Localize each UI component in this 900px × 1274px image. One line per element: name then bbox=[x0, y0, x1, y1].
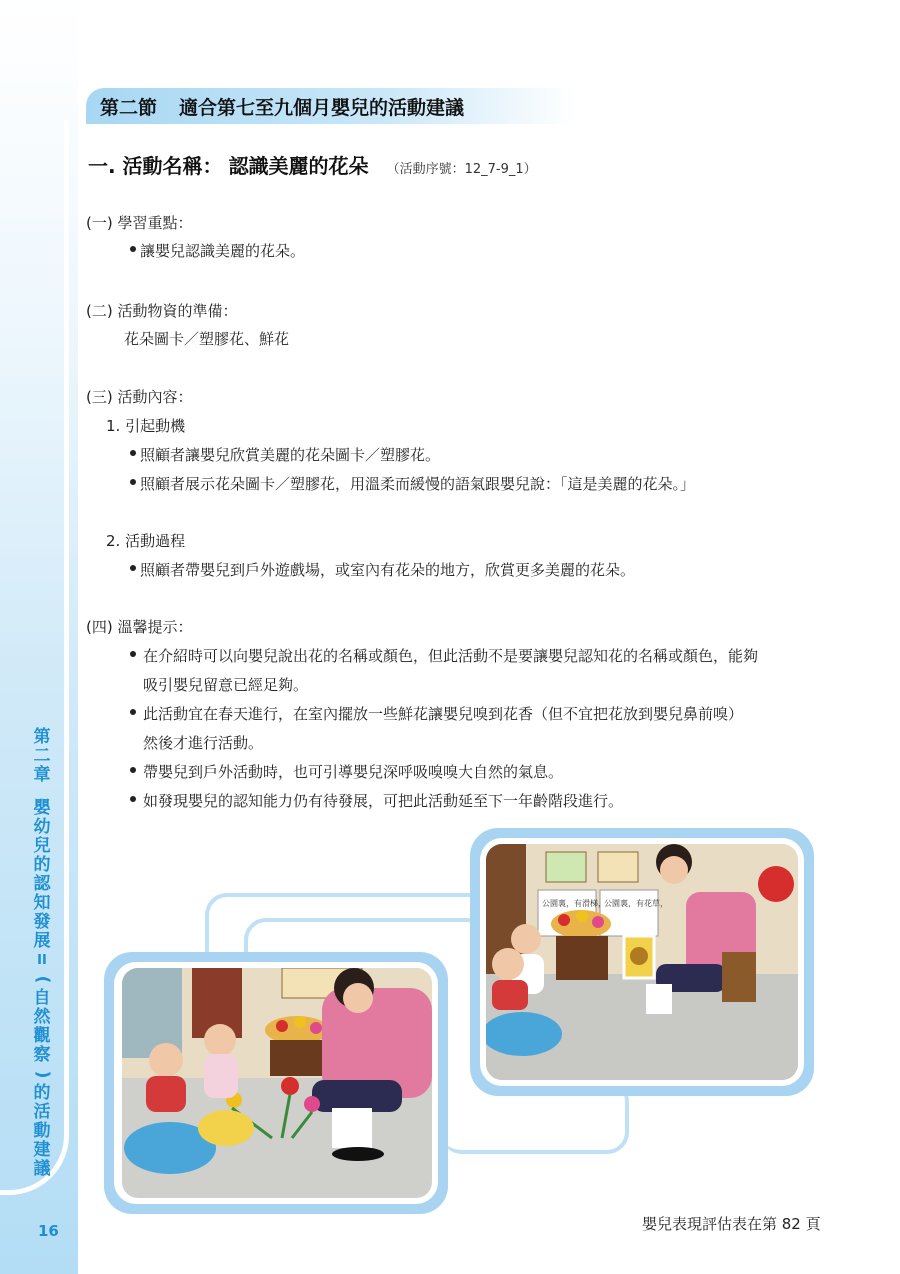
side-title-char: 第 bbox=[33, 727, 51, 747]
bullet-dot bbox=[130, 767, 136, 773]
activity-serial: （活動序號：12_7-9_1） bbox=[386, 162, 537, 177]
side-title-char: 活 bbox=[33, 1102, 51, 1122]
side-title-char: 展 bbox=[33, 931, 51, 951]
side-title-char: 自 bbox=[33, 988, 51, 1008]
side-title-char: 的 bbox=[33, 855, 51, 875]
assessment-reference: 嬰兒表現評估表在第 82 頁 bbox=[642, 1215, 821, 1233]
tip-line: 帶嬰兒到戶外活動時，也可引導嬰兒深呼吸嗅嗅大自然的氣息。 bbox=[143, 763, 564, 781]
activity-name: 認識美麗的花朵 bbox=[228, 154, 369, 178]
bullet-dot bbox=[130, 479, 136, 485]
tip-line: 然後才進行活動。 bbox=[143, 734, 264, 752]
materials-text: 花朵圖卡／塑膠花、鮮花 bbox=[124, 330, 290, 348]
activity-title bbox=[88, 150, 537, 179]
side-title-char: 認 bbox=[33, 874, 51, 894]
chapter-sidebar bbox=[0, 0, 78, 1274]
section-header bbox=[86, 88, 576, 124]
photo-illustration bbox=[486, 844, 798, 1080]
activity-photo-picture-card bbox=[486, 844, 798, 1080]
content-heading: (三) 活動內容： bbox=[86, 388, 193, 406]
side-title-char: ( bbox=[32, 975, 53, 984]
section-title: 適合第七至九個月嬰兒的活動建議 bbox=[179, 96, 465, 119]
sign-text: 公園裏，有滑梯， bbox=[542, 899, 606, 908]
step1-title: 1. 引起動機 bbox=[106, 417, 186, 435]
tip-line: 吸引嬰兒留意已經足夠。 bbox=[143, 676, 309, 694]
section-number: 第二節 bbox=[100, 96, 158, 119]
side-title-char: 知 bbox=[33, 893, 51, 913]
chapter-side-title bbox=[30, 728, 54, 1179]
activity-label: 一. 活動名稱： bbox=[88, 154, 223, 178]
step1-item: 照顧者讓嬰兒欣賞美麗的花朵圖卡／塑膠花。 bbox=[140, 446, 441, 464]
bullet-dot bbox=[130, 450, 136, 456]
side-title-char: 章 bbox=[33, 765, 51, 785]
materials-heading: (二) 活動物資的準備： bbox=[86, 302, 238, 320]
step2-item: 照顧者帶嬰兒到戶外遊戲場，或室內有花朵的地方，欣賞更多美麗的花朵。 bbox=[140, 561, 636, 579]
side-title-char: 兒 bbox=[33, 836, 51, 856]
side-title-char: ) bbox=[32, 1070, 53, 1079]
bullet-dot bbox=[130, 246, 136, 252]
tip-line: 在介紹時可以向嬰兒說出花的名稱或顏色，但此活動不是要讓嬰兒認知花的名稱或顏色，能夠 bbox=[143, 647, 759, 665]
side-title-char: 的 bbox=[33, 1083, 51, 1103]
side-title-char: 然 bbox=[33, 1007, 51, 1027]
photo-illustration bbox=[122, 968, 432, 1198]
page-number: 16 bbox=[38, 1222, 59, 1240]
bullet-dot bbox=[130, 709, 136, 715]
side-title-char: II bbox=[37, 953, 47, 968]
tips-heading: (四) 溫馨提示： bbox=[86, 618, 193, 636]
learning-heading: (一) 學習重點： bbox=[86, 214, 193, 232]
step2-title: 2. 活動過程 bbox=[106, 532, 186, 550]
bullet-dot bbox=[130, 796, 136, 802]
side-title-char: 建 bbox=[33, 1140, 51, 1160]
activity-photo-flowers bbox=[122, 968, 432, 1198]
sign-text: 公園裏，有花草， bbox=[604, 899, 668, 908]
side-title-char: 發 bbox=[33, 912, 51, 932]
side-title-char: 幼 bbox=[33, 817, 51, 837]
side-title-char: 嬰 bbox=[33, 798, 51, 818]
side-title-char: 觀 bbox=[33, 1026, 51, 1046]
side-title-char: 動 bbox=[33, 1121, 51, 1141]
learning-item: 讓嬰兒認識美麗的花朵。 bbox=[140, 242, 306, 260]
side-title-char: 議 bbox=[33, 1159, 51, 1179]
bullet-dot bbox=[130, 651, 136, 657]
tip-line: 如發現嬰兒的認知能力仍有待發展，可把此活動延至下一年齡階段進行。 bbox=[143, 792, 624, 810]
bullet-dot bbox=[130, 565, 136, 571]
tip-line: 此活動宜在春天進行，在室內擺放一些鮮花讓嬰兒嗅到花香（但不宜把花放到嬰兒鼻前嗅） bbox=[143, 705, 744, 723]
side-title-char: 察 bbox=[33, 1045, 51, 1065]
side-title-char: 二 bbox=[33, 746, 51, 766]
step1-item: 照顧者展示花朵圖卡／塑膠花，用溫柔而緩慢的語氣跟嬰兒說：「這是美麗的花朵。」 bbox=[140, 475, 696, 493]
